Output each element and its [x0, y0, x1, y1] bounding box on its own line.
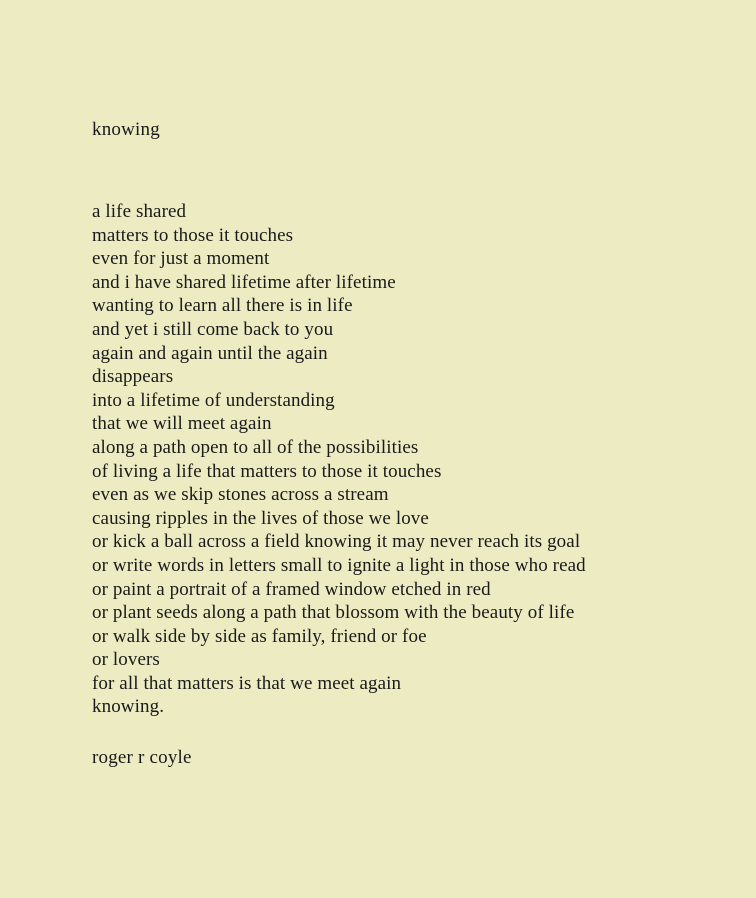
poem-line: wanting to learn all there is in life — [92, 295, 353, 317]
poem-line: or plant seeds along a path that blossom with the beauty of life — [92, 602, 575, 624]
poem-line: matters to those it touches — [92, 224, 294, 246]
poem-line: or paint a portrait of a framed window etched in red — [92, 578, 491, 600]
poem-line: and i have shared lifetime after lifetime — [92, 271, 396, 293]
poem-line: again and again until the again — [92, 342, 328, 364]
poem-line: or kick a ball across a field knowing it may never reach its goal — [92, 531, 581, 553]
poem-line: along a path open to all of the possibilities — [92, 436, 419, 458]
poem-body — [92, 200, 716, 719]
poem-line: and yet i still come back to you — [92, 318, 334, 340]
poem-author: roger r coyle — [92, 747, 192, 769]
poem-line: for all that matters is that we meet again — [92, 672, 402, 694]
poem-line: knowing. — [92, 696, 165, 718]
poem-line: into a lifetime of understanding — [92, 389, 335, 411]
poem-line: even as we skip stones across a stream — [92, 484, 389, 506]
poem-line: that we will meet again — [92, 413, 272, 435]
poem-line: or walk side by side as family, friend or foe — [92, 625, 427, 647]
poem-line: of living a life that matters to those it touches — [92, 460, 442, 482]
poem-title: knowing — [92, 119, 160, 140]
poem-line: even for just a moment — [92, 248, 270, 270]
poem-line: a life shared — [92, 201, 187, 222]
poem-line: causing ripples in the lives of those we love — [92, 507, 429, 529]
poem-line: or write words in letters small to ignite a light in those who read — [92, 554, 586, 576]
poem-line: or lovers — [92, 649, 160, 671]
poem-line: disappears — [92, 366, 174, 388]
